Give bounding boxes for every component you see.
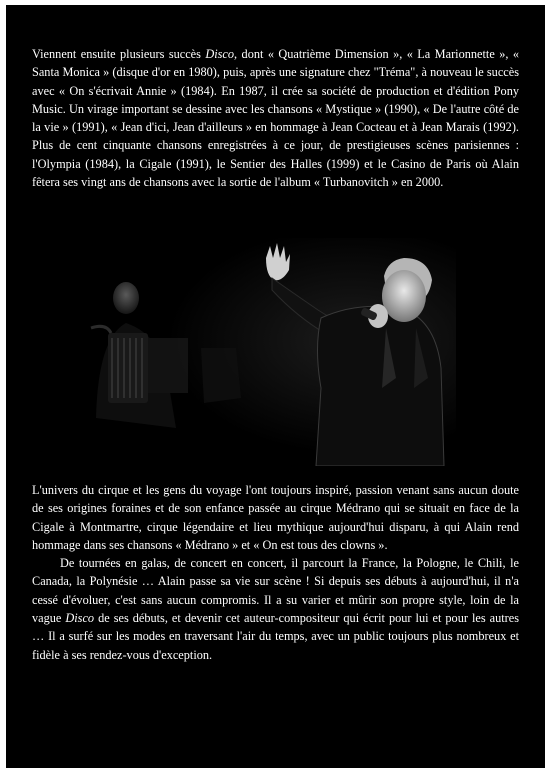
paragraph-touring	[32, 554, 519, 664]
paragraph-circus: L'univers du cirque et les gens du voyage l'ont toujours inspiré, passion venant sans aucun doute de ses origines foraines et de son enfance passée au cirque Médrano qui se situait en face de la Cigale à Montmartre, cirque légendaire et lieu mythique aujourd'hui disparu, à qui Alain rend hommage dans ses chansons « Médrano » et « On est tous des clowns ».	[32, 483, 519, 552]
paragraph-text: Viennent ensuite plusieurs succès	[32, 47, 206, 61]
paragraph-italic-text: Disco	[65, 611, 95, 626]
paragraph-text: , dont « Quatrième Dimension », « La Marionnette », « Santa Monica » (disque d'or en 1980), puis, après une signature chez "Tréma", à nouveau le succès avec « On s'écrivait Annie » (1984). En 1987, il crée sa société de production et d'édition Pony Music. Un virage important se dessine avec les chansons « Mystique » (1990), « De l'autre côté de la vie » (1991), « Jean d'ici, Jean d'ailleurs » en hommage à Jean Cocteau et à Jean Marais (1992). Plus de cent cinquante chansons enregistrées à ce jour, de prestigieuses scènes parisiennes : l'Olympia (1984), la Cigale (1991), le Sentier des Halles (1999) et le Casino de Paris où Alain fêtera ses vingt ans de chansons avec la sortie de l'album « Turbanovitch » en 2000.	[32, 47, 519, 190]
paragraph-italic-text: Disco	[205, 47, 235, 61]
paragraph-text: De tournées en galas, de concert en concert, il parcourt la France, la Pologne, le Chili, le Canada, la Polynésie … Alain passe sa vie sur scène ! Si depuis ses débuts à aujourd'hui, il n'a cessé d'évoluer, c'est sans aucun compromis. Il a su varier et mûrir son propre style, loin de la vague	[32, 556, 519, 626]
paragraph-text: de ses débuts, et devenir cet auteur-compositeur qui écrit pour lui et pour les autres … Il a surfé sur les modes en traversant l'air du temps, avec un public toujours plus nombreux et fidèle à ses rendez-vous d'exception.	[32, 611, 519, 662]
text-block-bottom	[32, 481, 519, 664]
text-block-top	[32, 45, 519, 191]
concert-photo	[86, 238, 456, 466]
page	[6, 5, 545, 768]
paragraph-disco-hits	[32, 45, 519, 191]
